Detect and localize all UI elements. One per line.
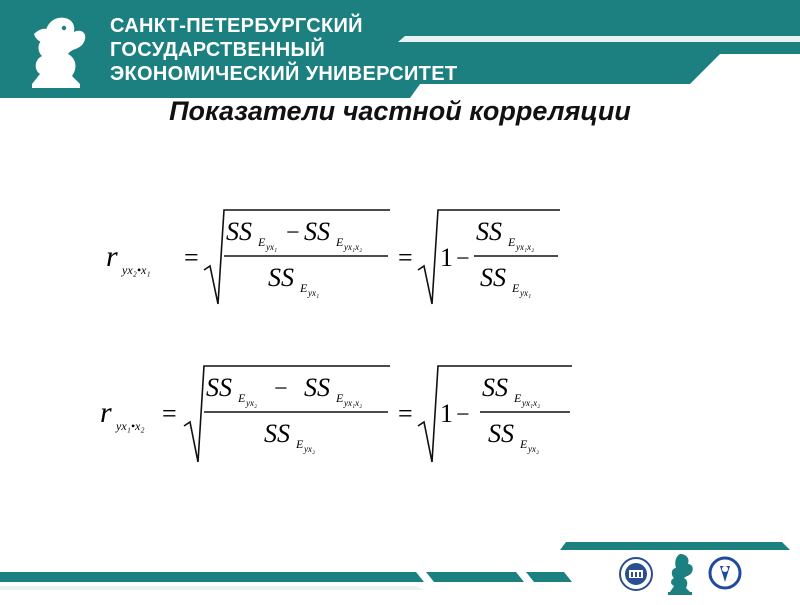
formula-ss: SS [480,263,506,292]
formula-lhs-symbol: r [100,396,112,429]
formula-lhs-subscript: yx₂•x₁ [122,263,151,277]
formula-subscript: yx₂ [304,444,316,454]
formula-subscript: yx₂ [528,444,540,454]
formula-ss: SS [268,263,294,292]
formula-subscript: yx₁x₂ [344,242,363,252]
formula-ss: SS [264,419,290,448]
formula-equals: = [398,243,413,272]
university-name-line: ГОСУДАРСТВЕННЫЙ [110,39,326,61]
formula-subscript-e: E [336,235,344,249]
formula-ss: SS [226,217,252,246]
griffin-crest-icon [664,552,696,601]
formula-ss: SS [488,419,514,448]
slide-title: Показатели частной корреляции [169,96,631,126]
formula-subscript: yx₁ [266,242,278,252]
formula-subscript: yx₁ [308,288,320,298]
formula-ss: SS [206,373,232,402]
formula-subscript: yx₁ [520,288,532,298]
formula-ss: SS [304,373,330,402]
formula-minus: − [456,402,470,428]
formula-one: 1 [440,243,453,272]
formula-equals: = [162,399,177,428]
formula-subscript-e: E [296,437,304,451]
footer-band [0,540,800,600]
formula-minus: − [456,246,470,272]
formula-subscript-e: E [514,391,522,405]
university-name [110,14,457,86]
formula-subscript-e: E [238,391,246,405]
formula-subscript-e: E [258,235,266,249]
university-name-line: САНКТ-ПЕТЕРБУРГСКИЙ [110,15,363,37]
formula-subscript-e: E [508,235,516,249]
formula-subscript: yx₂ [246,398,258,408]
formula-partial-correlation-2 [94,356,584,471]
griffin-logo-icon [24,12,94,90]
formula-subscript-e: E [512,281,520,295]
formula-subscript-e: E [520,437,528,451]
university-emblem-icon [618,556,654,597]
formula-equals: = [184,243,199,272]
formula-subscript: yx₁x₂ [516,242,535,252]
formula-ss: SS [304,217,330,246]
formula-subscript: yx₁x₂ [344,398,363,408]
formula-lhs-symbol: r [106,240,118,273]
faculty-emblem-icon [708,556,742,595]
formula-ss: SS [482,373,508,402]
formula-equals: = [398,399,413,428]
formula-minus: − [274,376,288,402]
formula-lhs-subscript: yx₁•x₂ [116,419,145,433]
formula-subscript-e: E [300,281,308,295]
formula-subscript: yx₁x₂ [522,398,541,408]
formula-partial-correlation-1 [100,200,580,315]
formula-minus: − [286,220,300,246]
formula-subscript-e: E [336,391,344,405]
formula-one: 1 [440,399,453,428]
university-name-line: ЭКОНОМИЧЕСКИЙ УНИВЕРСИТЕТ [110,63,458,85]
header-band [0,0,800,98]
formula-ss: SS [476,217,502,246]
